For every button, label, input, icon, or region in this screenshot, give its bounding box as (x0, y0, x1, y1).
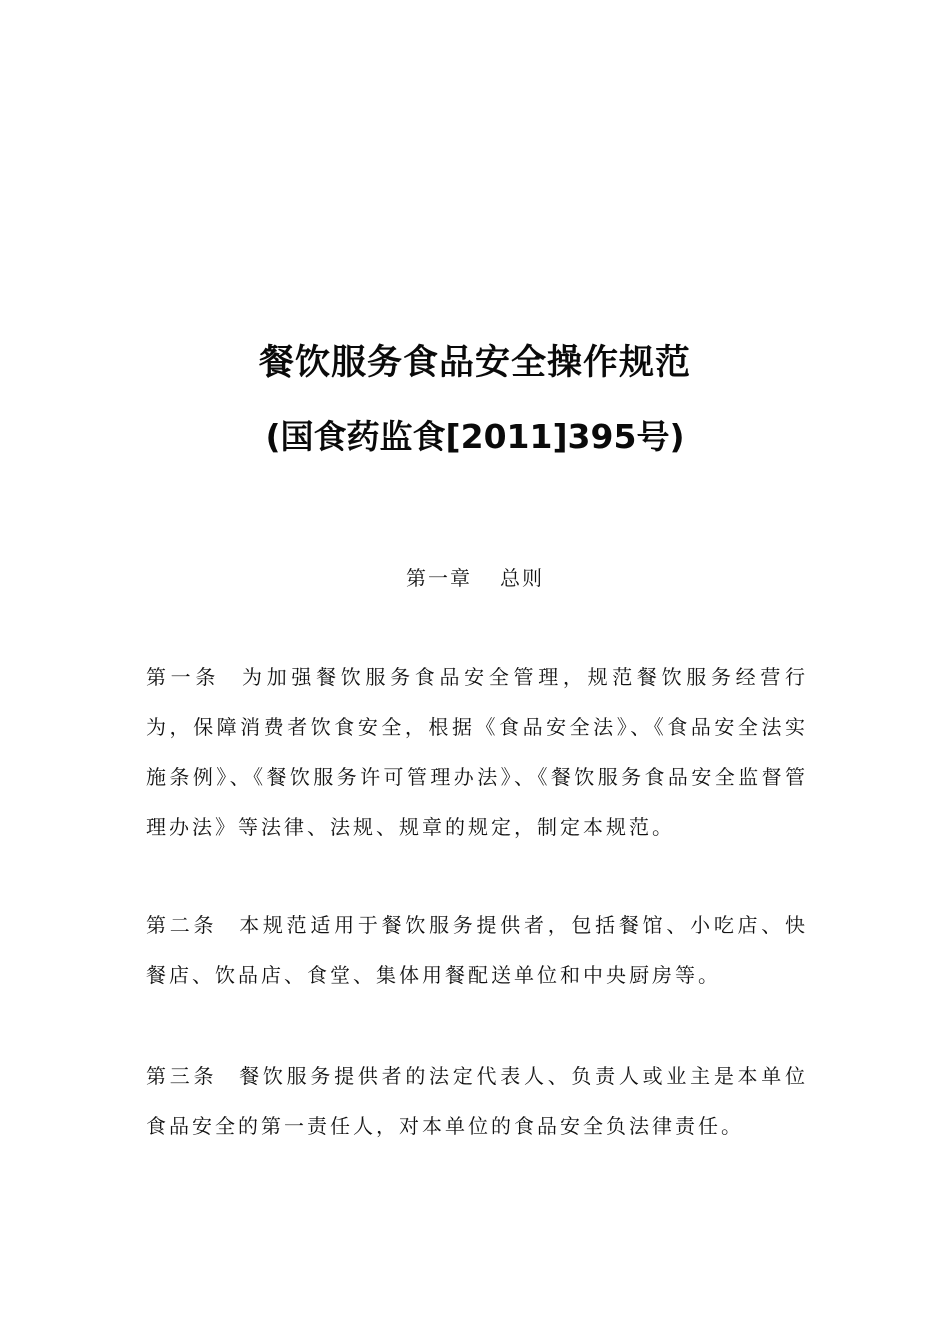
article-text: 为加强餐饮服务食品安全管理，规范餐饮服务经营行为，保障消费者饮食安全，根据《食品安全法》、《食品安全法实施条例》、《餐饮服务许可管理办法》、《餐饮服务食品安全监督管理办法》等法律、法规、规章的规定，制定本规范。 (146, 665, 809, 839)
article-text: 本规范适用于餐饮服务提供者，包括餐馆、小吃店、快餐店、饮品店、食堂、集体用餐配送单位和中央厨房等。 (146, 913, 809, 987)
article-number: 第三条 (146, 1064, 218, 1088)
article-1 (146, 652, 808, 852)
article-2 (146, 900, 808, 1000)
document-title: 餐饮服务食品安全操作规范 (258, 343, 691, 383)
article-number: 第二条 (146, 913, 218, 937)
chapter-number: 第一章 (406, 566, 472, 590)
chapter-heading (0, 562, 950, 594)
document-subtitle: (国食药监食[2011]395号) (265, 417, 685, 456)
article-3 (146, 1051, 808, 1151)
chapter-name: 总则 (500, 566, 544, 590)
article-number: 第一条 (146, 665, 221, 689)
article-text: 餐饮服务提供者的法定代表人、负责人或业主是本单位食品安全的第一责任人，对本单位的食品安全负法律责任。 (146, 1064, 809, 1138)
